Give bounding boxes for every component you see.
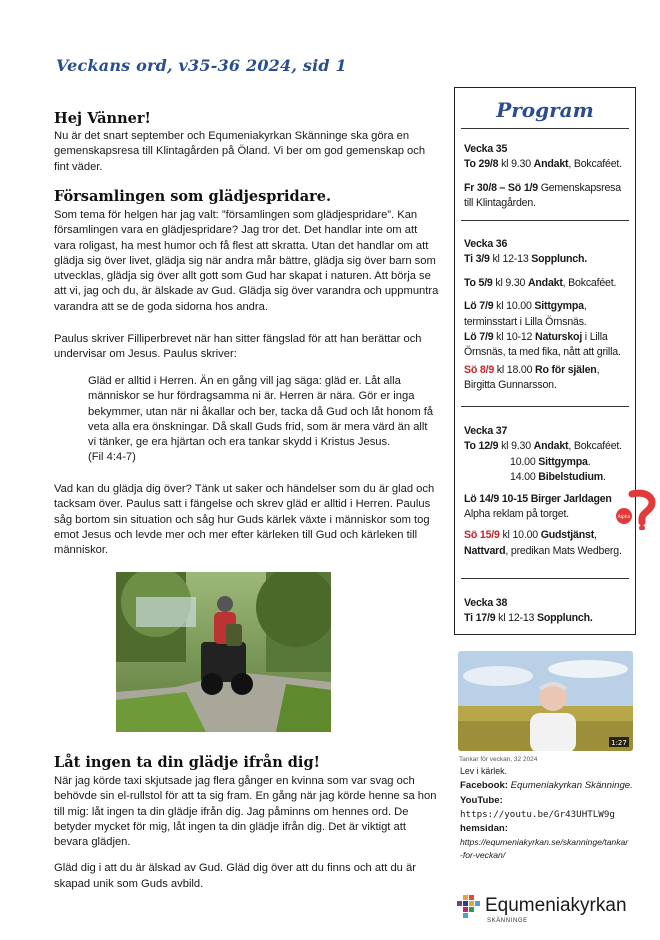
page-title: Veckans ord, v35-36 2024, sid 1: [56, 56, 347, 75]
paragraph: Som tema för helgen har jag valt: ”församlingen som glädjespridare”. Kan församlingen vara en glädjespridare? Jag tror det. Det handlar inte om att vara roligast, ha mest humor och få flest att skratta. Utan det handlar om att glädja sig över livet, glädja sig när andra mår bättre, glädja sig över barn som utvecklas, glädja sig över allt gott som Gud har skapat i naturen. Att börja se att vi, jag och du, är älskade av Gud. Glädja sig över varandra och uppmuntra varandra att se de goda sidorna hos andra.: [54, 209, 439, 313]
paragraph: Gläd dig i att du är älskad av Gud. Gläd dig över att du finns och att du är skapad unik som Guds avbild.: [54, 862, 416, 890]
quote-reference: (Fil 4:4-7): [88, 451, 136, 464]
logo-subtitle: SKÄNNINGE: [487, 918, 528, 924]
intro-section: [54, 110, 442, 175]
website-label: hemsidan:: [460, 823, 508, 834]
wheelchair-photo: [116, 572, 331, 732]
week-36: Vecka 36 Ti 3/9 kl 12-13 Sopplunch. To 5/9 kl 9.30 Andakt, Bokcaféet. Lö 7/9 kl 10.00 Sittgympa, terminsstart i Lilla Örnsnäs. Lö 7/9 kl 10-12 Naturskoj i Lilla Örnsnäs, ta med fika, nått att grilla. Sö 8/9 kl 18.00 Ro för själen, Birgitta Gunnarsson.: [464, 238, 621, 392]
youtube-label: YouTube:: [460, 795, 503, 806]
week-35: Vecka 35 To 29/8 kl 9.30 Andakt, Bokcaféet. Fr 30/8 – Sö 1/9 Gemenskapsresa till Klintagården.: [464, 143, 622, 210]
equmeniakyrkan-logo: [455, 893, 640, 929]
week-37: Vecka 37 To 12/9 kl 9.30 Andakt, Bokcaféet. 10.00 Sittgympa. 14.00 Bibelstudium. Lö 14/9 10-15 Birger Jarldagen Alpha reklam på torget. Sö 15/9 kl 10.00 Gudstjänst, Nattvard, predikan Mats Wedberg.: [464, 425, 622, 557]
logo-name: Equmeniakyrkan: [485, 895, 627, 916]
divider: [461, 220, 629, 221]
section-heading: Församlingen som glädjespridare.: [54, 188, 332, 205]
paragraph: Paulus skriver Filliperbrevet när han sitter fängslad för att han berättar och undervisar om Jesus. Paulus skriver:: [54, 333, 422, 361]
week-38: Vecka 38 Ti 17/9 kl 12-13 Sopplunch.: [464, 597, 593, 625]
quote-text: Gläd er alltid i Herren. Än en gång vill jag säga: gläd er. Låt alla människor se hur fördragsamma ni är. Herren är nära. Gör er inga bekymmer, utan när ni åkallar och ber, tacka då Gud och låt honom få veta alla era önskningar. Då skall Guds frid, som är mera värd än allt vi tänker, ge era hjärtan och era tankar skydd i Kristus Jesus.: [88, 375, 434, 449]
program-box: [454, 87, 636, 635]
video-thumbnail[interactable]: [458, 651, 633, 751]
divider: [461, 406, 629, 407]
bible-quote: [88, 374, 438, 466]
video-duration: 1:27: [611, 739, 627, 747]
divider: [461, 128, 629, 129]
section-heading: Låt ingen ta din glädje ifrån dig!: [54, 754, 320, 771]
facebook-line: Facebook: Equmeniakyrkan Skänninge.: [460, 780, 633, 791]
divider: [461, 578, 629, 579]
intro-text: Nu är det snart september och Equmeniakyrkan Skänninge ska göra en gemenskapsresa till Klintagården på Öland. Vi ber om god gemenskap och fint väder.: [54, 130, 426, 173]
paragraph: När jag körde taxi skjutsade jag flera gånger en kvinna som var svag och behövde sin el-rullstol för att ta sig fram. En gång när jag körde henne sa hon till mig: låt ingen ta din glädje ifrån dig. Jag påminns om hennes ord. De betyder mycket för mig, låt ingen ta din glädje ifrån dig. Det är viktigt att bevara glädjen.: [54, 775, 437, 849]
greeting: Hej Vänner!: [54, 110, 151, 127]
paragraph: Vad kan du glädja dig över? Tänk ut saker och händelser som du är glad och tacksam över. Paulus satt i fängelse och skrev gläd er alltid i Herren. Paulus såg bortom sin situation och såg hur Guds kärlek växte i människor som tog emot Jesus och levde mer och mer efter kärleken till Gud och kärleken till människor.: [54, 483, 435, 557]
lev-text: Lev i kärlek.: [460, 766, 507, 776]
website-link[interactable]: https://equmeniakyrkan.se/skanninge/tankar -for-veckan/: [460, 837, 629, 860]
section-glädjespridare: [54, 188, 442, 315]
alpha-label: Alpha: [617, 515, 631, 520]
alpha-question-icon: [614, 486, 658, 530]
program-title: Program: [496, 98, 594, 122]
section-glädje: [54, 754, 442, 892]
youtube-link[interactable]: https://youtu.be/Gr43UHTLW9g: [460, 809, 615, 820]
video-caption: Tankar för veckan, 32 2024: [459, 756, 538, 763]
